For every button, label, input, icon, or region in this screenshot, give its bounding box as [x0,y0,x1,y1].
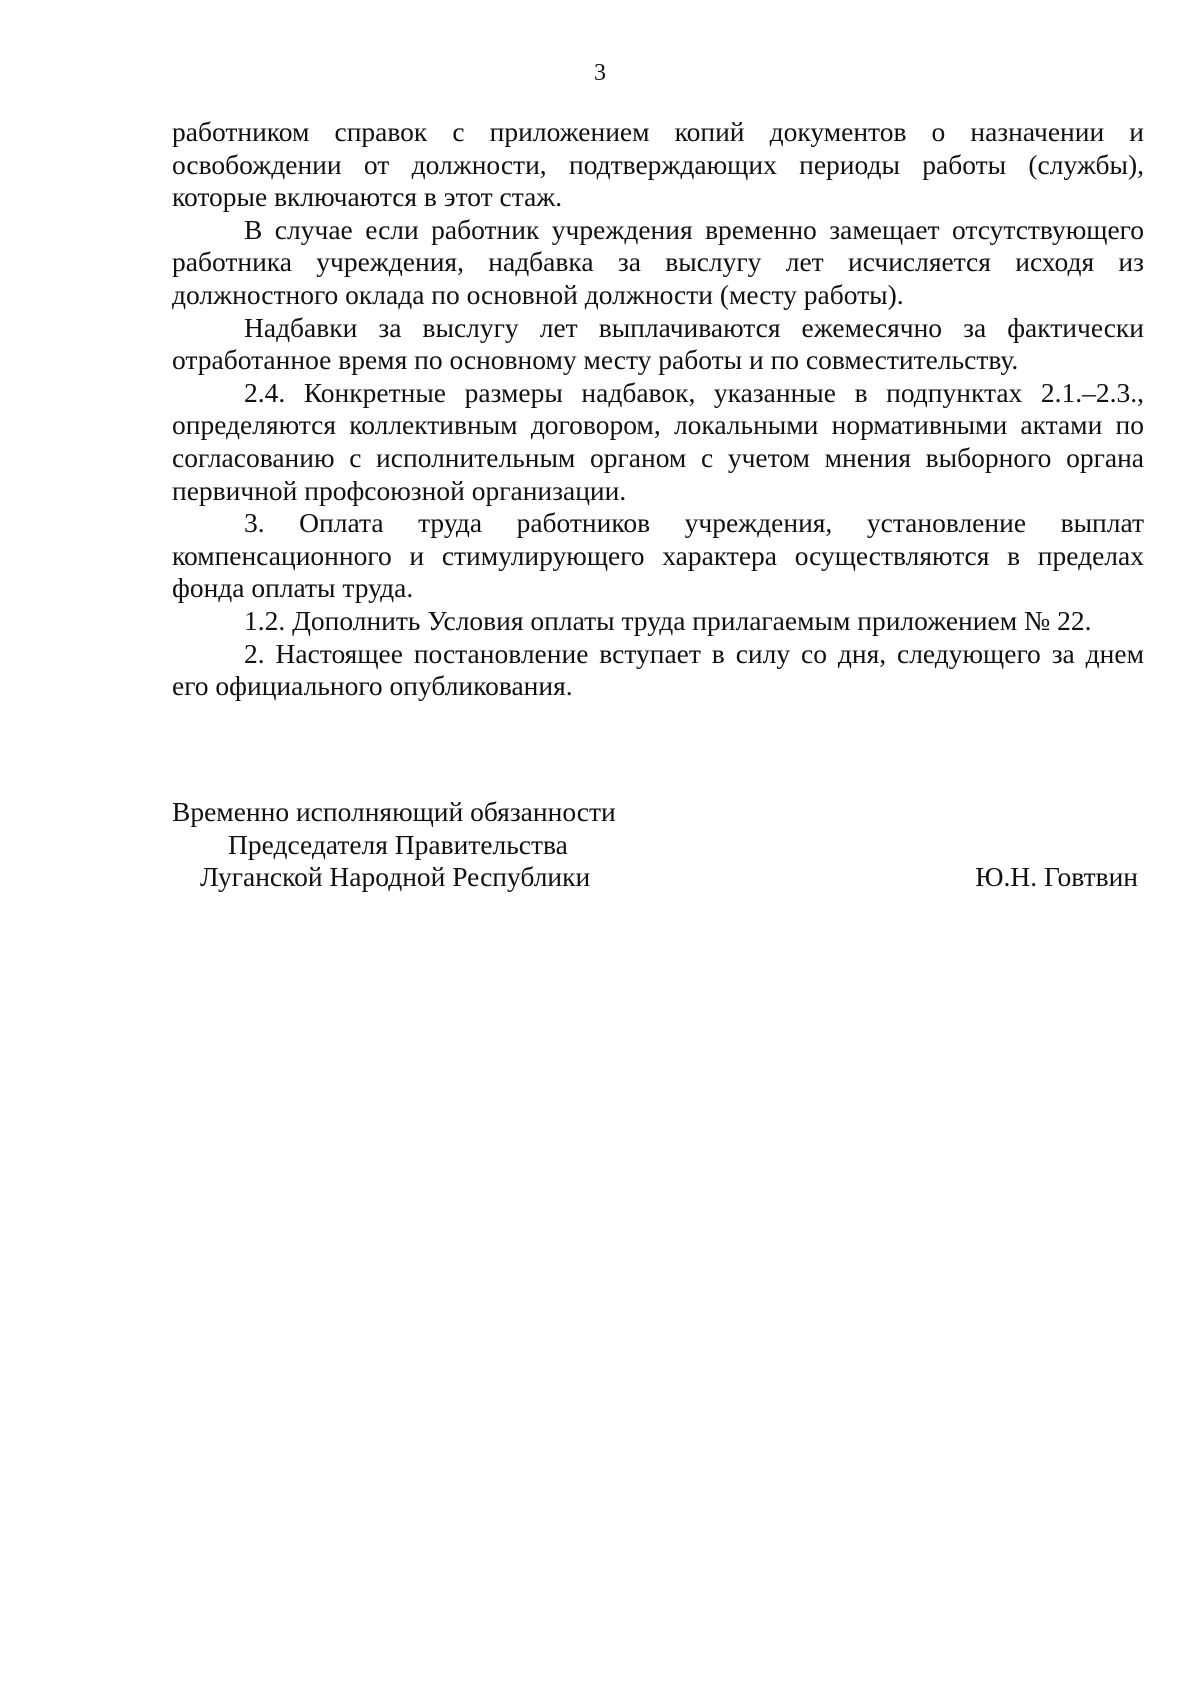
signer-position-line-3: Луганской Народной Республики [200,861,591,893]
paragraph-2: 2. Настоящее постановление вступает в силу со дня, следующего за днем его официального опубликования. [172,637,1144,702]
paragraph-1-2: 1.2. Дополнить Условия оплаты труда прилагаемым приложением № 22. [244,604,1092,636]
signer-position-line-2: Председателя Правительства [228,828,568,860]
signature-block [172,796,1144,894]
document-body [172,116,1144,703]
paragraph-3: 3. Оплата труда работников учреждения, установление выплат компенсационного и стимулирующего характера осуществляются в пределах фонда оплаты труда. [172,507,1144,604]
paragraph-monthly-allowance: Надбавки за выслугу лет выплачиваются ежемесячно за фактически отработанное время по основному месту работы и по совместительству. [172,311,1144,376]
signer-name: Ю.Н. Говтвин [975,861,1138,892]
signer-position-line-1: Временно исполняющий обязанности [172,796,616,827]
paragraph-continued-text: работником справок с приложением копий документов о назначении и освобождении от должности, подтверждающих периоды работы (службы), которые включаются в этот стаж. [172,116,1144,213]
paragraph-2-4: 2.4. Конкретные размеры надбавок, указанные в подпунктах 2.1.–2.3., определяются коллективным договором, локальными нормативными актами по согласованию с исполнительным органом с учетом мнения выборного органа первичной профсоюзной организации. [172,376,1144,506]
page-number: 3 [594,60,606,86]
paragraph-temporary-replacement: В случае если работник учреждения временно замещает отсутствующего работника учреждения, надбавка за выслугу лет исчисляется исходя из должностного оклада по основной должности (месту работы). [172,213,1144,310]
